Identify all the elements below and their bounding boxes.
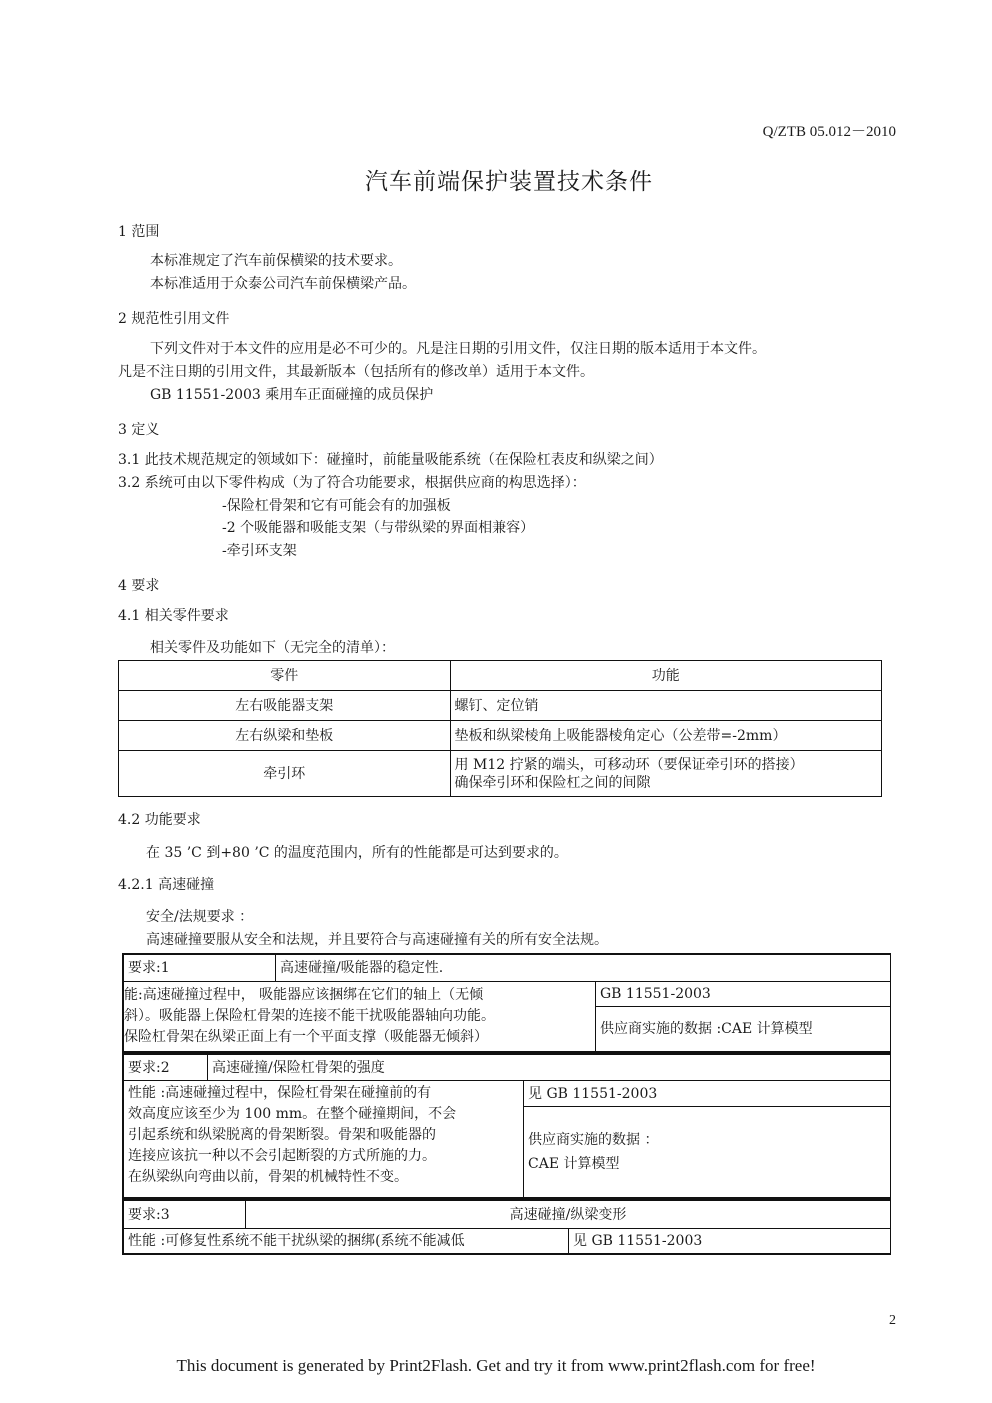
requirement-3-reference: 见 GB 11551-2003 [569, 1229, 891, 1254]
requirement-2-title: 高速碰撞/保险杠骨架的强度 [208, 1055, 891, 1081]
parts-table-part: 左右吸能器支架 [119, 691, 451, 721]
temperature-range-text: 在 35 ’C 到+80 ’C 的温度范围内，所有的性能都是可达到要求的。 [146, 845, 568, 861]
parts-table-header-function: 功能 [450, 661, 881, 691]
requirement-1-performance-line-2: 斜）。吸能器上保险杠骨架的连接不能干扰吸能器轴向功能。 [124, 1008, 495, 1024]
requirement-1-supplier-data: 供应商实施的数据 :CAE 计算模型 [596, 1007, 891, 1052]
parts-table-header-part: 零件 [119, 661, 451, 691]
component-item-2: -2 个吸能器和吸能支架（与带纵梁的界面相兼容） [222, 520, 535, 536]
section-4-1-heading: 4.1 相关零件要求 [118, 608, 229, 624]
section-2-para-1a: 下列文件对于本文件的应用是必不可少的。凡是注日期的引用文件，仅注日期的版本适用于本文件。 [150, 341, 766, 357]
requirement-1-performance-line-1: 能:高速碰撞过程中， 吸能器应该捆绑在它们的轴上（无倾 [124, 987, 484, 1003]
requirement-2-supplier-line-2: CAE 计算模型 [528, 1156, 620, 1172]
section-2-reference: GB 11551-2003 乘用车正面碰撞的成员保护 [150, 387, 434, 403]
section-1-para-1: 本标准规定了汽车前保横梁的技术要求。 [150, 253, 402, 269]
requirement-1-performance [124, 982, 596, 1052]
requirement-1-block [122, 953, 891, 1053]
parts-table-function-cell [450, 751, 881, 797]
table-row [119, 691, 882, 721]
requirement-2-block [122, 1053, 891, 1199]
parts-table-function: 螺钉、定位销 [450, 691, 881, 721]
table-row [119, 721, 882, 751]
requirement-2-label: 要求:2 [124, 1055, 208, 1081]
definition-3-1: 3.1 此技术规范规定的领域如下：碰撞时，前能量吸能系统（在保险杠表皮和纵梁之间） [118, 452, 663, 468]
section-1-heading: 1 范围 [118, 224, 160, 240]
requirement-2-performance-line-2: 效高度应该至少为 100 mm。在整个碰撞期间，不会 [128, 1106, 457, 1122]
requirement-2-performance-line-1: 性能 :高速碰撞过程中，保险杠骨架在碰撞前的有 [128, 1085, 432, 1101]
requirement-3-title: 高速碰撞/纵梁变形 [246, 1201, 891, 1229]
requirement-2-performance-line-3: 引起系统和纵梁脱离的骨架断裂。骨架和吸能器的 [128, 1127, 436, 1143]
requirement-2-supplier-data [524, 1107, 891, 1198]
section-4-heading: 4 要求 [118, 578, 160, 594]
safety-requirement-title: 安全/法规要求 ： [146, 909, 254, 925]
requirement-1-label: 要求:1 [124, 955, 276, 982]
requirement-3-label: 要求:3 [124, 1201, 246, 1229]
document-code: Q/ZTB 05.012－2010 [762, 124, 896, 140]
section-2-heading: 2 规范性引用文件 [118, 311, 230, 327]
parts-table-part: 左右纵梁和垫板 [119, 721, 451, 751]
section-3-heading: 3 定义 [118, 422, 160, 438]
parts-table-function-line-1: 用 M12 拧紧的端头，可移动环（要保证牵引环的搭接） [454, 756, 804, 773]
table-row [119, 751, 882, 797]
parts-table-function-line-2: 确保牵引环和保险杠之间的间隙 [454, 774, 651, 791]
requirement-3-block [122, 1199, 891, 1255]
requirement-3-performance: 性能 :可修复性系统不能干扰纵梁的捆绑(系统不能减低 [124, 1229, 569, 1254]
component-item-3: -牵引环支架 [222, 543, 297, 559]
document-title: 汽车前端保护装置技术条件 [365, 169, 653, 195]
parts-table-function: 垫板和纵梁棱角上吸能器棱角定心（公差带=-2mm） [450, 721, 881, 751]
requirement-1-title: 高速碰撞/吸能器的稳定性. [276, 955, 891, 982]
section-2-para-1b: 凡是不注日期的引用文件，其最新版本（包括所有的修改单）适用于本文件。 [118, 364, 594, 380]
safety-requirement-text: 高速碰撞要服从安全和法规，并且要符合与高速碰撞有关的所有安全法规。 [146, 932, 608, 948]
section-1-para-2: 本标准适用于众泰公司汽车前保横梁产品。 [150, 276, 416, 292]
section-4-1-intro: 相关零件及功能如下（无完全的清单）： [150, 640, 395, 656]
section-4-2-1-heading: 4.2.1 高速碰撞 [118, 877, 215, 893]
requirement-2-performance-line-4: 连接应该抗一种以不会引起断裂的方式所施的力。 [128, 1148, 436, 1164]
parts-table-part: 牵引环 [119, 751, 451, 797]
definition-3-2: 3.2 系统可由以下零件构成（为了符合功能要求，根据供应商的构思选择）： [118, 475, 586, 491]
requirement-1-performance-line-3: 保险杠骨架在纵梁正面上有一个平面支撑（吸能器无倾斜） [124, 1029, 488, 1045]
requirement-2-reference: 见 GB 11551-2003 [524, 1081, 891, 1107]
footer-notice: This document is generated by Print2Flash. Get and try it from www.print2flash.com for free! [176, 1356, 816, 1375]
requirement-1-reference: GB 11551-2003 [596, 982, 891, 1007]
requirement-2-supplier-line-1: 供应商实施的数据 ： [528, 1132, 659, 1148]
requirement-2-performance-line-5: 在纵梁纵向弯曲以前，骨架的机械特性不变。 [128, 1169, 408, 1185]
section-4-2-heading: 4.2 功能要求 [118, 812, 201, 828]
component-item-1: -保险杠骨架和它有可能会有的加强板 [222, 498, 451, 514]
requirement-2-performance [124, 1081, 524, 1198]
parts-table-header-row [119, 661, 882, 691]
page-number: 2 [889, 1313, 896, 1328]
parts-table [118, 660, 882, 797]
